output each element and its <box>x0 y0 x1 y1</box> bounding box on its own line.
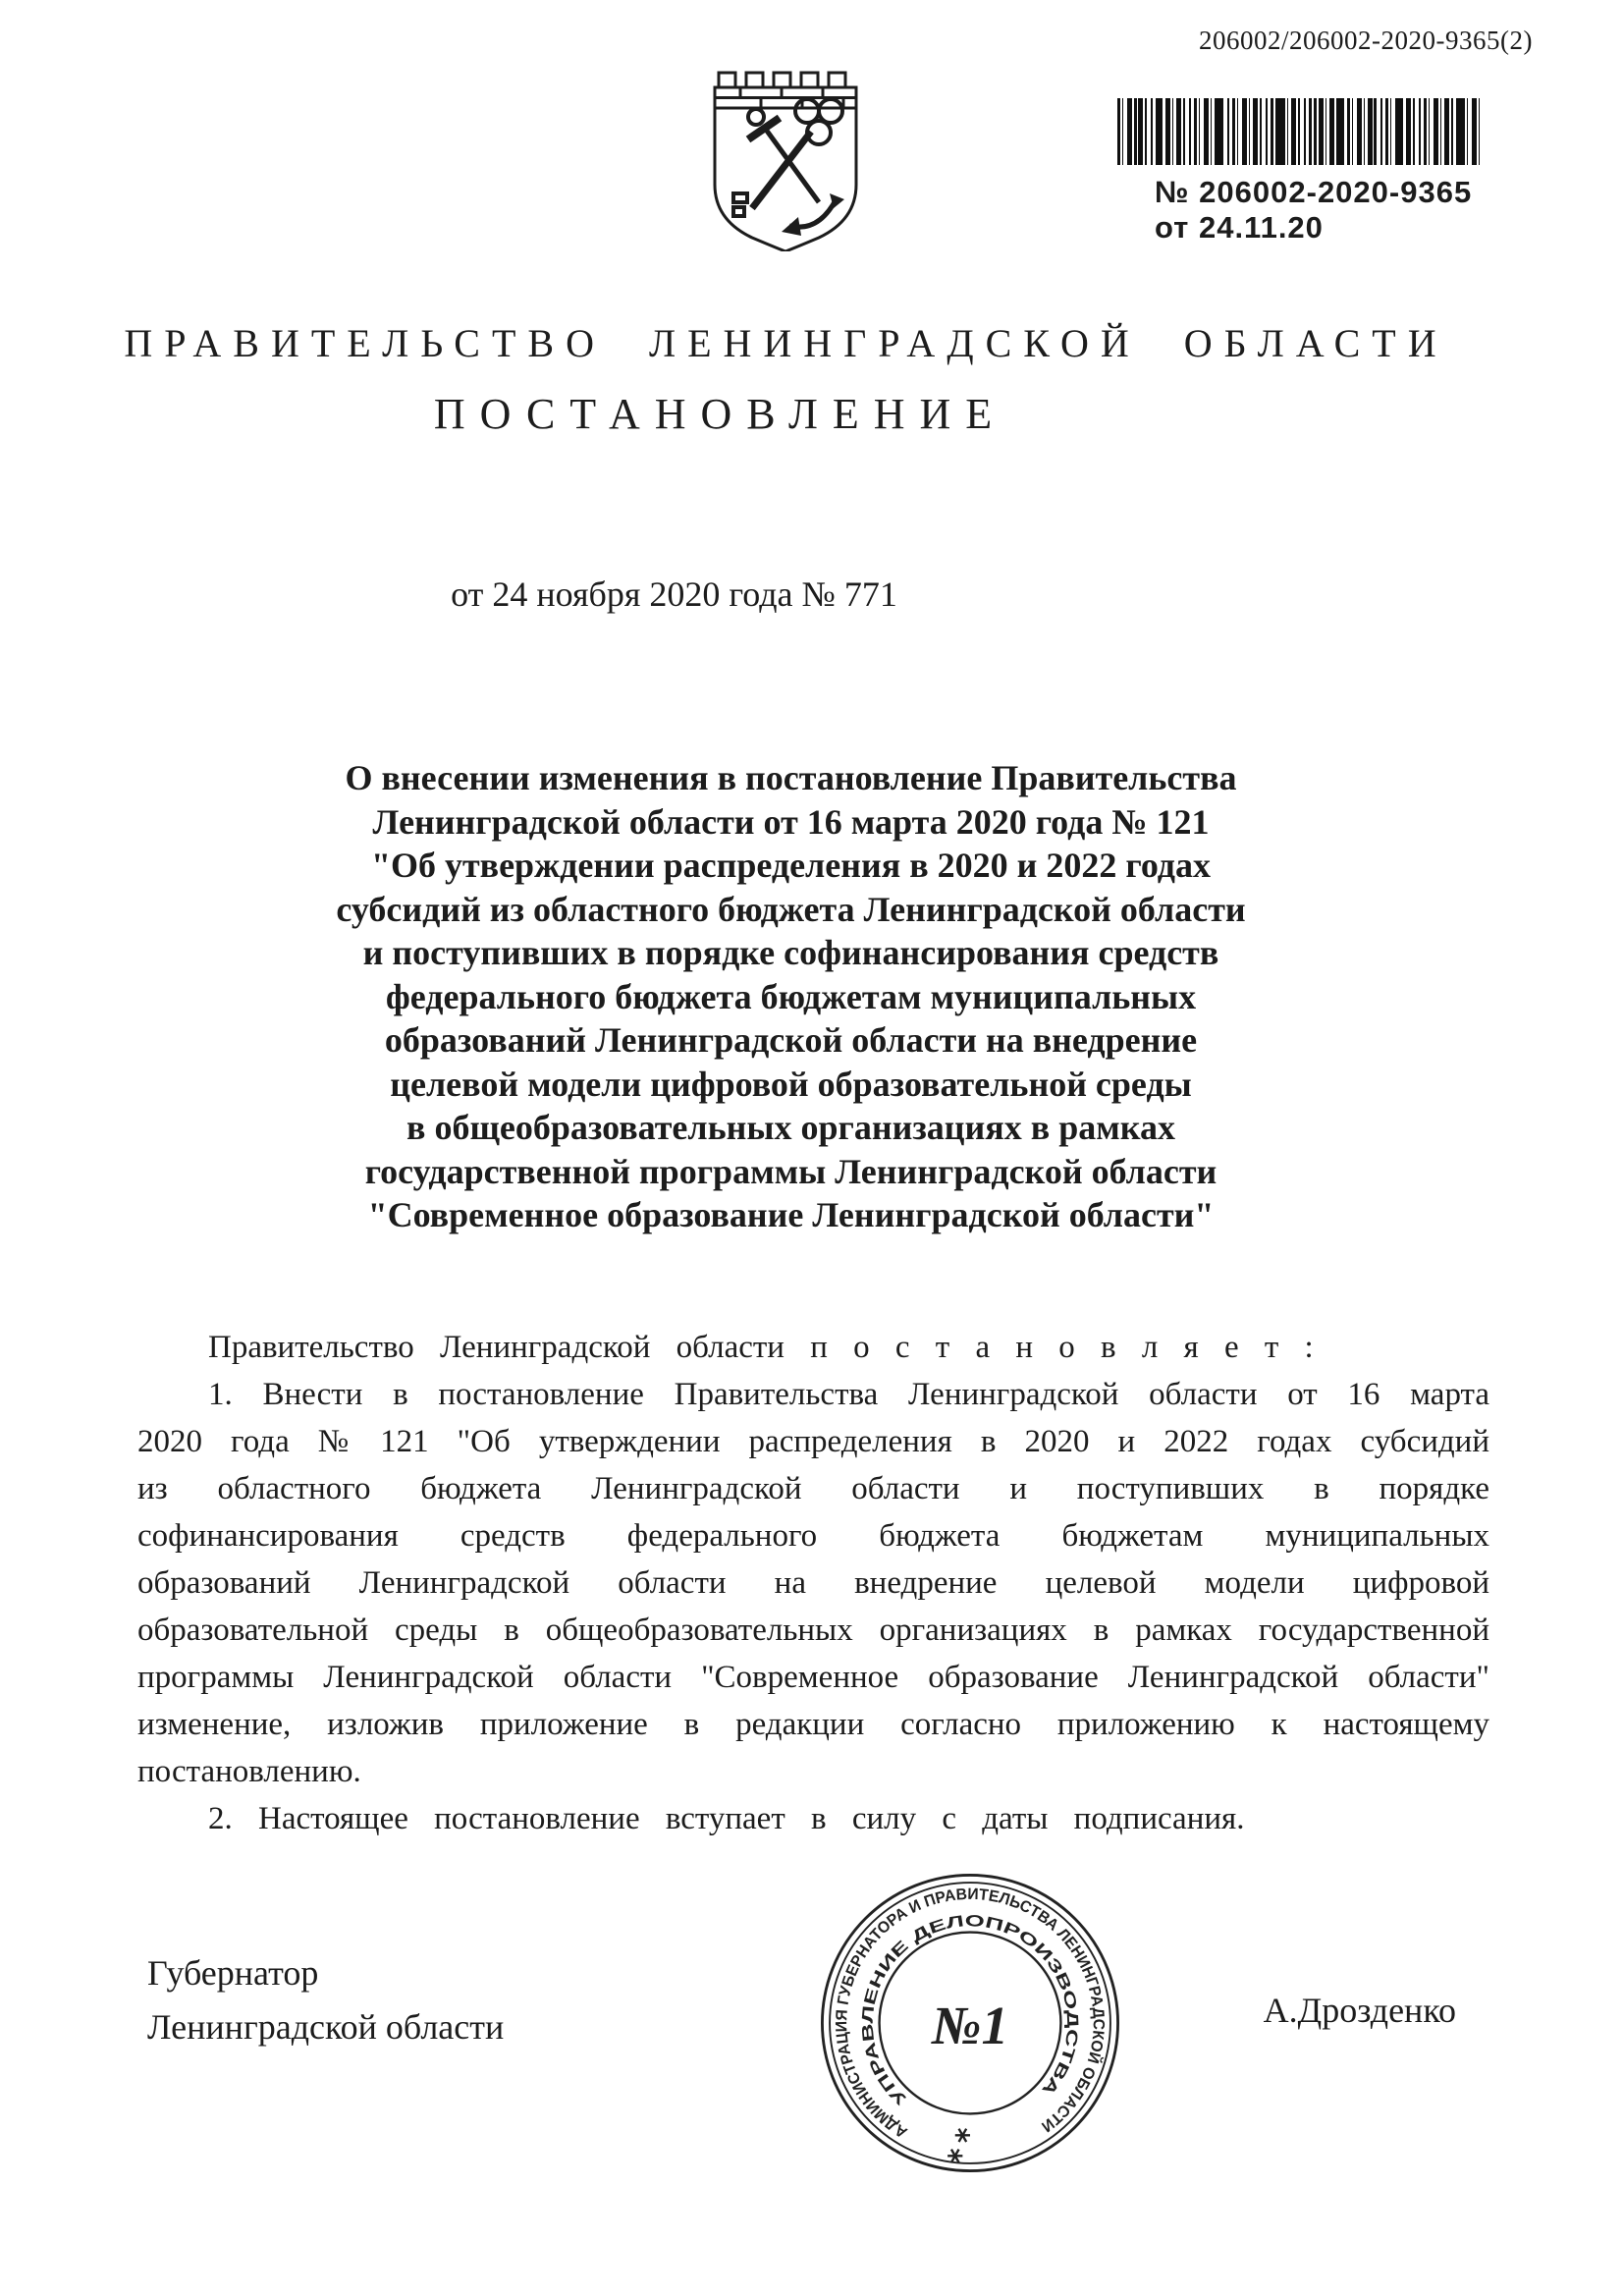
decree-title-line: образований Ленинградской области на внедрение <box>384 1020 1198 1060</box>
stamp-inner-ring-text: УПРАВЛЕНИЕ ДЕЛОПРОИЗВОДСТВА <box>858 1911 1082 2108</box>
barcode-block <box>1117 98 1485 246</box>
barcode-icon <box>1117 98 1483 165</box>
stamp-center-number: №1 <box>931 1995 1009 2055</box>
decree-title <box>115 756 1467 1237</box>
stamp-outer-ring-text: АДМИНИСТРАЦИЯ ГУБЕРНАТОРА И ПРАВИТЕЛЬСТВА ЛЕНИНГРАДСКОЙ ОБЛАСТИ <box>833 1885 1108 2142</box>
stamp-asterisk-separators <box>947 2129 970 2162</box>
barcode-date: от 24.11.20 <box>1155 210 1324 245</box>
decree-title-line: целевой модели цифровой образовательной среды <box>390 1064 1192 1104</box>
signer-position-line1: Губернатор <box>147 1953 319 1993</box>
document-type-heading: ПОСТАНОВЛЕНИЕ <box>433 390 1007 438</box>
decree-item-2: 2. Настоящее постановление вступает в силу с даты подписания. <box>208 1801 1245 1836</box>
coat-of-arms-icon <box>707 55 864 251</box>
decree-title-line: Ленинградской области от 16 марта 2020 года № 121 <box>372 801 1210 842</box>
resolution-intro-paragraph: Правительство Ленинградской области п о с т а н о в л я е т : <box>208 1330 1314 1365</box>
barcode-number: № 206002-2020-9365 <box>1155 175 1473 209</box>
official-round-stamp-icon <box>811 1864 1129 2182</box>
decree-title-line: субсидий из областного бюджета Ленинградской области <box>336 889 1246 929</box>
corner-registration-number: 206002/206002-2020-9365(2) <box>1199 26 1533 55</box>
issuing-authority-name: ПРАВИТЕЛЬСТВО ЛЕНИНГРАДСКОЙ ОБЛАСТИ <box>124 321 1448 365</box>
decree-title-line: федерального бюджета бюджетам муниципальных <box>385 976 1197 1016</box>
decree-title-line: государственной программы Ленинградской области <box>364 1151 1217 1191</box>
signer-name: А.Дрозденко <box>1263 1991 1456 2030</box>
decree-title-line: О внесении изменения в постановление Правительства <box>345 758 1237 797</box>
date-and-number-line: от 24 ноября 2020 года № 771 <box>451 574 897 614</box>
decree-body <box>137 1324 1489 1842</box>
signer-position <box>147 1946 504 2054</box>
signer-position-line2: Ленинградской области <box>147 2007 505 2047</box>
decree-title-line: и поступивших в порядке софинансирования средств <box>362 933 1219 972</box>
decree-title-line: "Современное образование Ленинградской области" <box>367 1195 1215 1234</box>
decree-title-line: "Об утверждении распределения в 2020 и 2022 годах <box>370 846 1212 885</box>
decree-item-1: 1. Внести в постановление Правительства Ленинградской области от 16 марта 2020 года № 121 "Об утверждении распределения в 2020 и 2022 годах субсидий из областного бюджета Ленинградской области и поступивших в порядке софинансирования средств федерального бюджета бюджетам муниципальных образований Ленинградской области на внедрение целевой модели цифровой образовательной среды в общеобразовательных организациях в рамках государственной программы Ленинградской области "Современное образование Ленинградской области" изменение, изложив приложение в редакции согласно приложению к настоящему постановлению. <box>137 1377 1489 1789</box>
decree-title-line: в общеобразовательных организациях в рамках <box>406 1108 1175 1147</box>
